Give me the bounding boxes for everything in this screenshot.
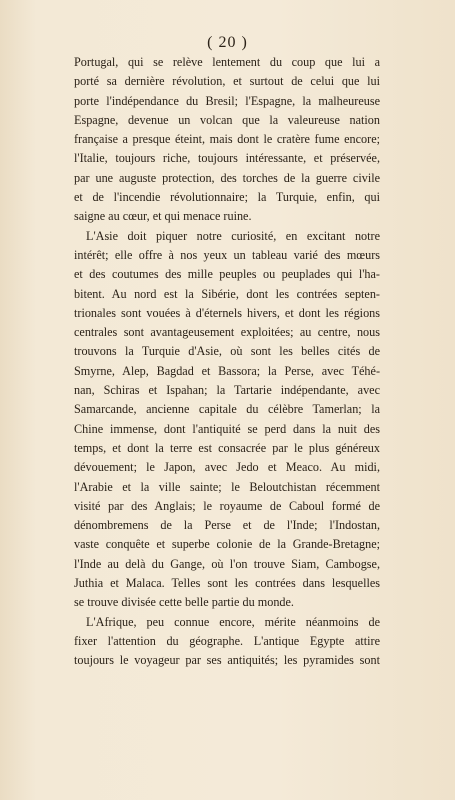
text-line: et de l'incendie révolutionnaire; la Turquie, enfin, qui bbox=[74, 190, 380, 205]
text-line: bitent. Au nord est la Sibérie, dont les contrées septen- bbox=[74, 286, 380, 301]
text-line: centrales sont avantageusement exploitées; au centre, nous bbox=[74, 325, 380, 340]
page-number: ( 20 ) bbox=[207, 34, 248, 51]
text-line: intérêt; elle offre à nos yeux un tableau varié des mœurs bbox=[74, 247, 380, 262]
text-line: et des coutumes des mille peuples ou peuplades qui l'ha- bbox=[74, 267, 380, 282]
text-line: française a presque éteint, mais dont le cratère fume encore; bbox=[74, 132, 380, 147]
text-line: par une auguste protection, des torches de la guerre civile bbox=[74, 170, 380, 185]
text-line: Chine immense, dont l'antiquité se perd dans la nuit des bbox=[74, 421, 380, 436]
text-line: l'Inde au delà du Gange, où l'on trouve Siam, Cambogse, bbox=[74, 556, 380, 571]
text-line: Portugal, qui se relève lentement du coup que lui a bbox=[74, 55, 380, 69]
body-text bbox=[74, 53, 380, 671]
text-line: porté sa dernière révolution, et surtout de celui que lui bbox=[74, 74, 380, 89]
text-line: trouvons la Turquie d'Asie, où sont les belles cités de bbox=[74, 344, 380, 359]
text-line: temps, et dont la terre est consacrée par le plus généreux bbox=[74, 440, 380, 455]
text-line: L'Asie doit piquer notre curiosité, en excitant notre bbox=[86, 228, 380, 243]
text-line: trionales sont vouées à d'éternels hivers, et dont les régions bbox=[74, 305, 380, 320]
text-line: Smyrne, Alep, Bagdad et Bassora; la Perse, avec Téhé- bbox=[74, 363, 380, 378]
text-line: Juthia et Malaca. Telles sont les contrées dans lesquelles bbox=[74, 576, 380, 591]
text-line: l'Arabie et la ville sainte; le Beloutchistan récemment bbox=[74, 479, 380, 494]
text-line: se trouve divisée cette belle partie du monde. bbox=[74, 595, 294, 610]
text-line: dénombremens de la Perse et de l'Inde; l'Indostan, bbox=[74, 518, 380, 533]
text-line: Espagne, devenue un volcan que la valeureuse nation bbox=[74, 112, 380, 127]
text-line: nan, Schiras et Ispahan; la Tartarie indépendante, avec bbox=[74, 383, 380, 398]
text-line: fixer l'attention du géographe. L'antique Egypte attire bbox=[74, 633, 380, 648]
text-line: porte l'indépendance du Bresil; l'Espagne, la malheureuse bbox=[74, 93, 380, 108]
text-line: saigne au cœur, et qui menace ruine. bbox=[74, 209, 252, 224]
text-line: L'Afrique, peu connue encore, mérite néanmoins de bbox=[86, 614, 380, 629]
text-line: vaste conquête et superbe colonie de la Grande-Bretagne; bbox=[74, 537, 380, 552]
text-line: Samarcande, ancienne capitale du célèbre Tamerlan; la bbox=[74, 402, 380, 417]
text-line: toujours le voyageur par ses antiquités; les pyramides sont bbox=[74, 653, 380, 668]
text-line: l'Italie, toujours riche, toujours intéressante, et préservée, bbox=[74, 151, 380, 166]
text-line: dévouement; le Japon, avec Jedo et Meaco. Au midi, bbox=[74, 460, 380, 475]
text-line: visité par des Anglais; le royaume de Caboul formé de bbox=[74, 498, 380, 513]
